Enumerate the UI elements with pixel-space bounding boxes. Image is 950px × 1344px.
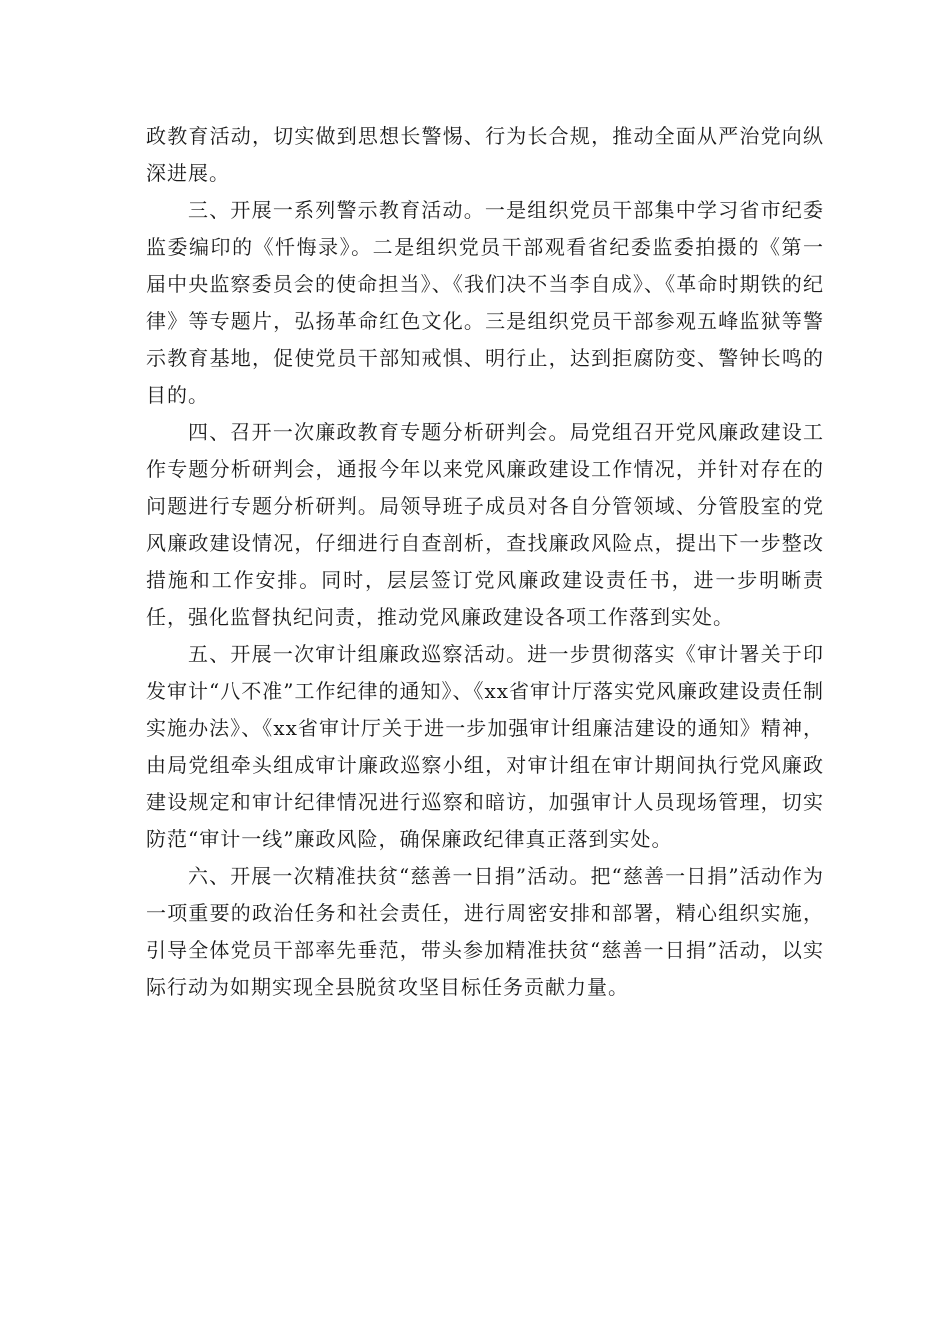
- paragraph-section-six: 六、开展一次精准扶贫“慈善一日捐”活动。把“慈善一日捐”活动作为一项重要的政治任务和社会责任，进行周密安排和部署，精心组织实施，引导全体党员干部率先垂范，带头参加精准扶贫“慈善一日捐”活动，以实际行动为如期实现全县脱贫攻坚目标任务贡献力量。: [146, 864, 824, 999]
- paragraph-section-four: 四、召开一次廉政教育专题分析研判会。局党组召开党风廉政建设工作专题分析研判会，通报今年以来党风廉政建设工作情况，并针对存在的问题进行专题分析研判。局领导班子成员对各自分管领域、分管股室的党风廉政建设情况，仔细进行自查剖析，查找廉政风险点，提出下一步整改措施和工作安排。同时，层层签订党风廉政建设责任书，进一步明晰责任，强化监督执纪问责，推动党风廉政建设各项工作落到实处。: [146, 420, 824, 629]
- paragraph-section-five: 五、开展一次审计组廉政巡察活动。进一步贯彻落实《审计署关于印发审计“八不准”工作纪律的通知》、《xx省审计厅落实党风廉政建设责任制实施办法》、《xx省审计厅关于进一步加强审计组廉洁建设的通知》精神，由局党组牵头组成审计廉政巡察小组，对审计组在审计期间执行党风廉政建设规定和审计纪律情况进行巡察和暗访，加强审计人员现场管理，切实防范“审计一线”廉政风险，确保廉政纪律真正落到实处。: [146, 642, 825, 851]
- document-body: [146, 118, 824, 1006]
- paragraph-section-three: 三、开展一系列警示教育活动。一是组织党员干部集中学习省市纪委监委编印的《忏悔录》。二是组织党员干部观看省纪委监委拍摄的《第一届中央监察委员会的使命担当》、《我们决不当李自成》、《革命时期铁的纪律》等专题片，弘扬革命红色文化。三是组织党员干部参观五峰监狱等警示教育基地，促使党员干部知戒惧、明行止，达到拒腐防变、警钟长鸣的目的。: [146, 198, 824, 407]
- paragraph-continuation: 政教育活动，切实做到思想长警惕、行为长合规，推动全面从严治党向纵深进展。: [146, 124, 824, 185]
